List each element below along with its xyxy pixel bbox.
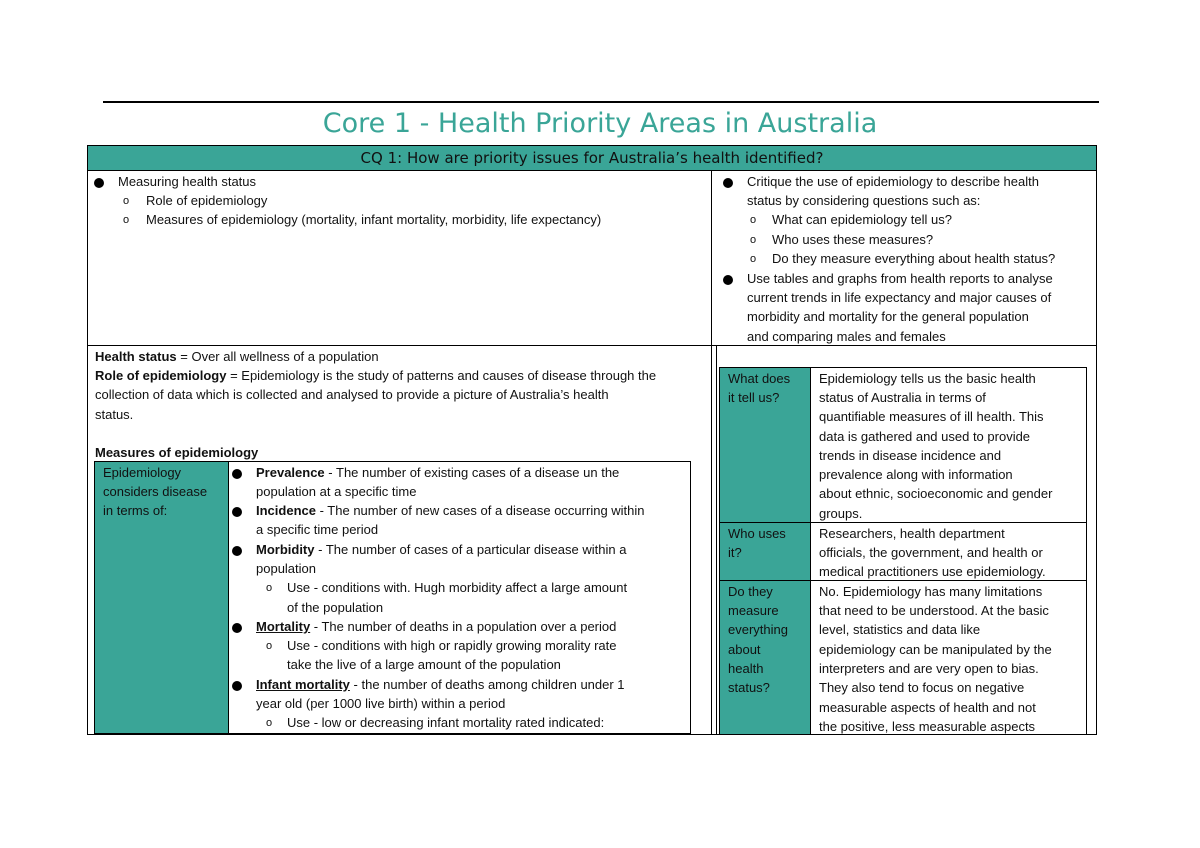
role-note-line2: collection of data which is collected and analysed to provide a picture of Australia’s health: [95, 387, 609, 402]
right-bullet2-line3: morbidity and mortality for the general population: [747, 309, 1029, 324]
qa-a2-line3: medical practitioners use epidemiology.: [819, 564, 1046, 579]
qa-a3-line8: the positive, less measurable aspects: [819, 719, 1036, 734]
right-sub-2: Who uses these measures?: [772, 232, 934, 247]
circle-bullet-icon: o: [750, 253, 757, 265]
qa-divider: [810, 368, 811, 735]
role-note-line3: status.: [95, 407, 134, 422]
measures-label-2: considers disease: [103, 484, 208, 499]
qa-q1-line1: What does: [728, 371, 791, 386]
qa-a3-line3: level, statistics and data like: [819, 622, 981, 637]
incidence-line1: Incidence - The number of new cases of a disease occurring within: [256, 503, 645, 518]
qa-q3-line5: health: [728, 661, 764, 676]
measures-label-3: in terms of:: [103, 503, 168, 518]
incidence-line2: a specific time period: [256, 522, 379, 537]
qa-q3-line6: status?: [728, 680, 770, 695]
qa-a1-line6: prevalence along with information: [819, 467, 1013, 482]
qa-q2-line2: it?: [728, 545, 742, 560]
health-status-note: Health status = Over all wellness of a population: [95, 349, 379, 364]
morbidity-use-1: Use - conditions with. Hugh morbidity affect a large amount: [287, 580, 628, 595]
mortality-use-1: Use - conditions with high or rapidly growing morality rate: [287, 638, 617, 653]
bullet-icon: [723, 178, 733, 188]
qa-a1-line1: Epidemiology tells us the basic health: [819, 371, 1036, 386]
morbidity-line1: Morbidity - The number of cases of a particular disease within a: [256, 542, 627, 557]
mortality-line: Mortality - The number of deaths in a population over a period: [256, 619, 617, 634]
column-divider: [711, 171, 712, 735]
qa-q1-line2: it tell us?: [728, 390, 780, 405]
measures-label-1: Epidemiology: [103, 465, 182, 480]
content-question: CQ 1: How are priority issues for Australia’s health identified?: [87, 145, 1097, 171]
qa-a1-line3: quantifiable measures of ill health. This: [819, 409, 1044, 424]
bullet-icon: [232, 623, 242, 633]
circle-bullet-icon: o: [266, 582, 273, 594]
qa-a2-line2: officials, the government, and health or: [819, 545, 1043, 560]
infant-line1: Infant mortality - the number of deaths among children under 1: [256, 677, 625, 692]
left-bullet: Measuring health status: [118, 174, 257, 189]
bullet-icon: [94, 178, 104, 188]
qa-q3-line2: measure: [728, 603, 779, 618]
right-bullet2-line2: current trends in life expectancy and major causes of: [747, 290, 1052, 305]
qa-a1-line4: data is gathered and used to provide: [819, 429, 1031, 444]
mortality-use-2: take the live of a large amount of the population: [287, 657, 561, 672]
qa-q3-line1: Do they: [728, 584, 773, 599]
qa-a1-line8: groups.: [819, 506, 863, 521]
circle-bullet-icon: o: [266, 640, 273, 652]
infant-use: Use - low or decreasing infant mortality rated indicated:: [287, 715, 605, 730]
prevalence-line2: population at a specific time: [256, 484, 417, 499]
measures-divider: [228, 462, 229, 734]
right-sub-1: What can epidemiology tell us?: [772, 212, 952, 227]
infant-line2: year old (per 1000 live birth) within a period: [256, 696, 506, 711]
circle-bullet-icon: o: [750, 214, 757, 226]
qa-a1-line7: about ethnic, socioeconomic and gender: [819, 486, 1053, 501]
right-bullet2-line1: Use tables and graphs from health reports to analyse: [747, 271, 1053, 286]
right-sub-3: Do they measure everything about health status?: [772, 251, 1056, 266]
role-note-line1: Role of epidemiology = Epidemiology is the study of patterns and causes of disease through the: [95, 368, 657, 383]
qa-a3-line7: measurable aspects of health and not: [819, 700, 1036, 715]
bullet-icon: [723, 275, 733, 285]
right-bullet1-line2: status by considering questions such as:: [747, 193, 981, 208]
qa-q3-line4: about: [728, 642, 761, 657]
qa-row-divider-1: [720, 522, 1087, 523]
qa-q3-line3: everything: [728, 622, 788, 637]
circle-bullet-icon: o: [266, 717, 273, 729]
circle-bullet-icon: o: [123, 214, 130, 226]
right-bullet2-line4: and comparing males and females: [747, 329, 946, 344]
bullet-icon: [232, 546, 242, 556]
morbidity-use-2: of the population: [287, 600, 384, 615]
header-rule: [103, 101, 1099, 103]
prevalence-line1: Prevalence - The number of existing cases of a disease un the: [256, 465, 620, 480]
qa-a3-line2: that need to be understood. At the basic: [819, 603, 1049, 618]
qa-a1-line5: trends in disease incidence and: [819, 448, 1002, 463]
bullet-icon: [232, 681, 242, 691]
measures-heading: Measures of epidemiology: [95, 445, 259, 460]
left-sub-2: Measures of epidemiology (mortality, infant mortality, morbidity, life expectancy): [146, 212, 602, 227]
morbidity-line2: population: [256, 561, 316, 576]
bullet-icon: [232, 507, 242, 517]
qa-a2-line1: Researchers, health department: [819, 526, 1005, 541]
page-title: Core 1 - Health Priority Areas in Australia: [322, 108, 878, 139]
circle-bullet-icon: o: [750, 234, 757, 246]
right-bullet1-line1: Critique the use of epidemiology to describe health: [747, 174, 1039, 189]
qa-a1-line2: status of Australia in terms of: [819, 390, 986, 405]
circle-bullet-icon: o: [123, 195, 130, 207]
qa-a3-line4: epidemiology can be manipulated by the: [819, 642, 1052, 657]
left-sub-1: Role of epidemiology: [146, 193, 268, 208]
qa-a3-line1: No. Epidemiology has many limitations: [819, 584, 1043, 599]
qa-a3-line5: interpreters and are very open to bias.: [819, 661, 1039, 676]
column-divider-2: [716, 345, 717, 735]
qa-a3-line6: They also tend to focus on negative: [819, 680, 1025, 695]
bullet-icon: [232, 469, 242, 479]
qa-q2-line1: Who uses: [728, 526, 786, 541]
